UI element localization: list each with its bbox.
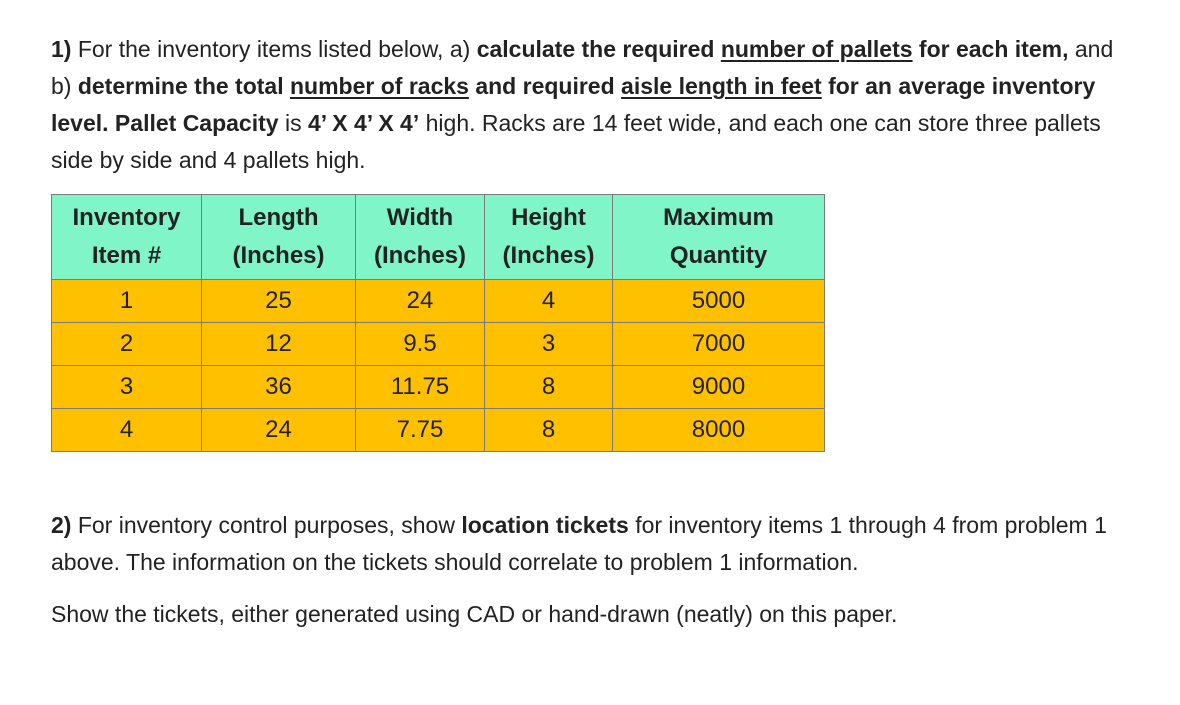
cell-height: 3: [485, 323, 613, 366]
cell-length: 12: [202, 323, 356, 366]
cell-max-quantity: 9000: [613, 366, 825, 409]
cell-item-number: 1: [52, 280, 202, 323]
header-item-number: Inventory Item #: [52, 195, 202, 280]
cell-item-number: 2: [52, 323, 202, 366]
cell-width: 9.5: [356, 323, 485, 366]
table-row: [52, 409, 825, 452]
header-max-quantity: Maximum Quantity: [613, 195, 825, 280]
cell-width: 7.75: [356, 409, 485, 452]
cell-item-number: 3: [52, 366, 202, 409]
inventory-table: [51, 194, 825, 452]
instructions-note: Show the tickets, either generated using CAD or hand-drawn (neatly) on this paper.: [51, 601, 898, 627]
header-length: Length (Inches): [202, 195, 356, 280]
problem-1-number: 1): [51, 36, 72, 62]
cell-length: 36: [202, 366, 356, 409]
cell-max-quantity: 7000: [613, 323, 825, 366]
cell-item-number: 4: [52, 409, 202, 452]
cell-max-quantity: 5000: [613, 280, 825, 323]
aisle-length-term: aisle length in feet: [621, 73, 822, 99]
problem-1-text: 1) For the inventory items listed below, a) calculate the required number of pallets for each item, and b) determine the total number of racks and required aisle length in feet for an average inventory level. Pallet Capacity is 4’ X 4’ X 4’ high. Racks are 14 feet wide, and each one can store three pallets side by side and 4 pallets high.: [51, 36, 1114, 173]
cell-width: 24: [356, 280, 485, 323]
cell-length: 24: [202, 409, 356, 452]
cell-width: 11.75: [356, 366, 485, 409]
table-row: [52, 323, 825, 366]
cell-length: 25: [202, 280, 356, 323]
location-tickets-term: location tickets: [461, 512, 629, 538]
header-height: Height (Inches): [485, 195, 613, 280]
header-width: Width (Inches): [356, 195, 485, 280]
pallets-term: number of pallets: [720, 36, 913, 62]
problem-2-text: 2) For inventory control purposes, show location tickets for inventory items 1 through 4 from problem 1 above. The information on the tickets should correlate to problem 1 information.: [51, 512, 1107, 575]
table-header-row: [52, 195, 825, 280]
pallet-dimensions: 4’ X 4’ X 4’: [307, 110, 420, 136]
cell-height: 4: [485, 280, 613, 323]
problem-2-number: 2): [51, 512, 72, 538]
cell-height: 8: [485, 409, 613, 452]
racks-term: number of racks: [290, 73, 469, 99]
table-row: [52, 280, 825, 323]
cell-height: 8: [485, 366, 613, 409]
cell-max-quantity: 8000: [613, 409, 825, 452]
table-row: [52, 366, 825, 409]
